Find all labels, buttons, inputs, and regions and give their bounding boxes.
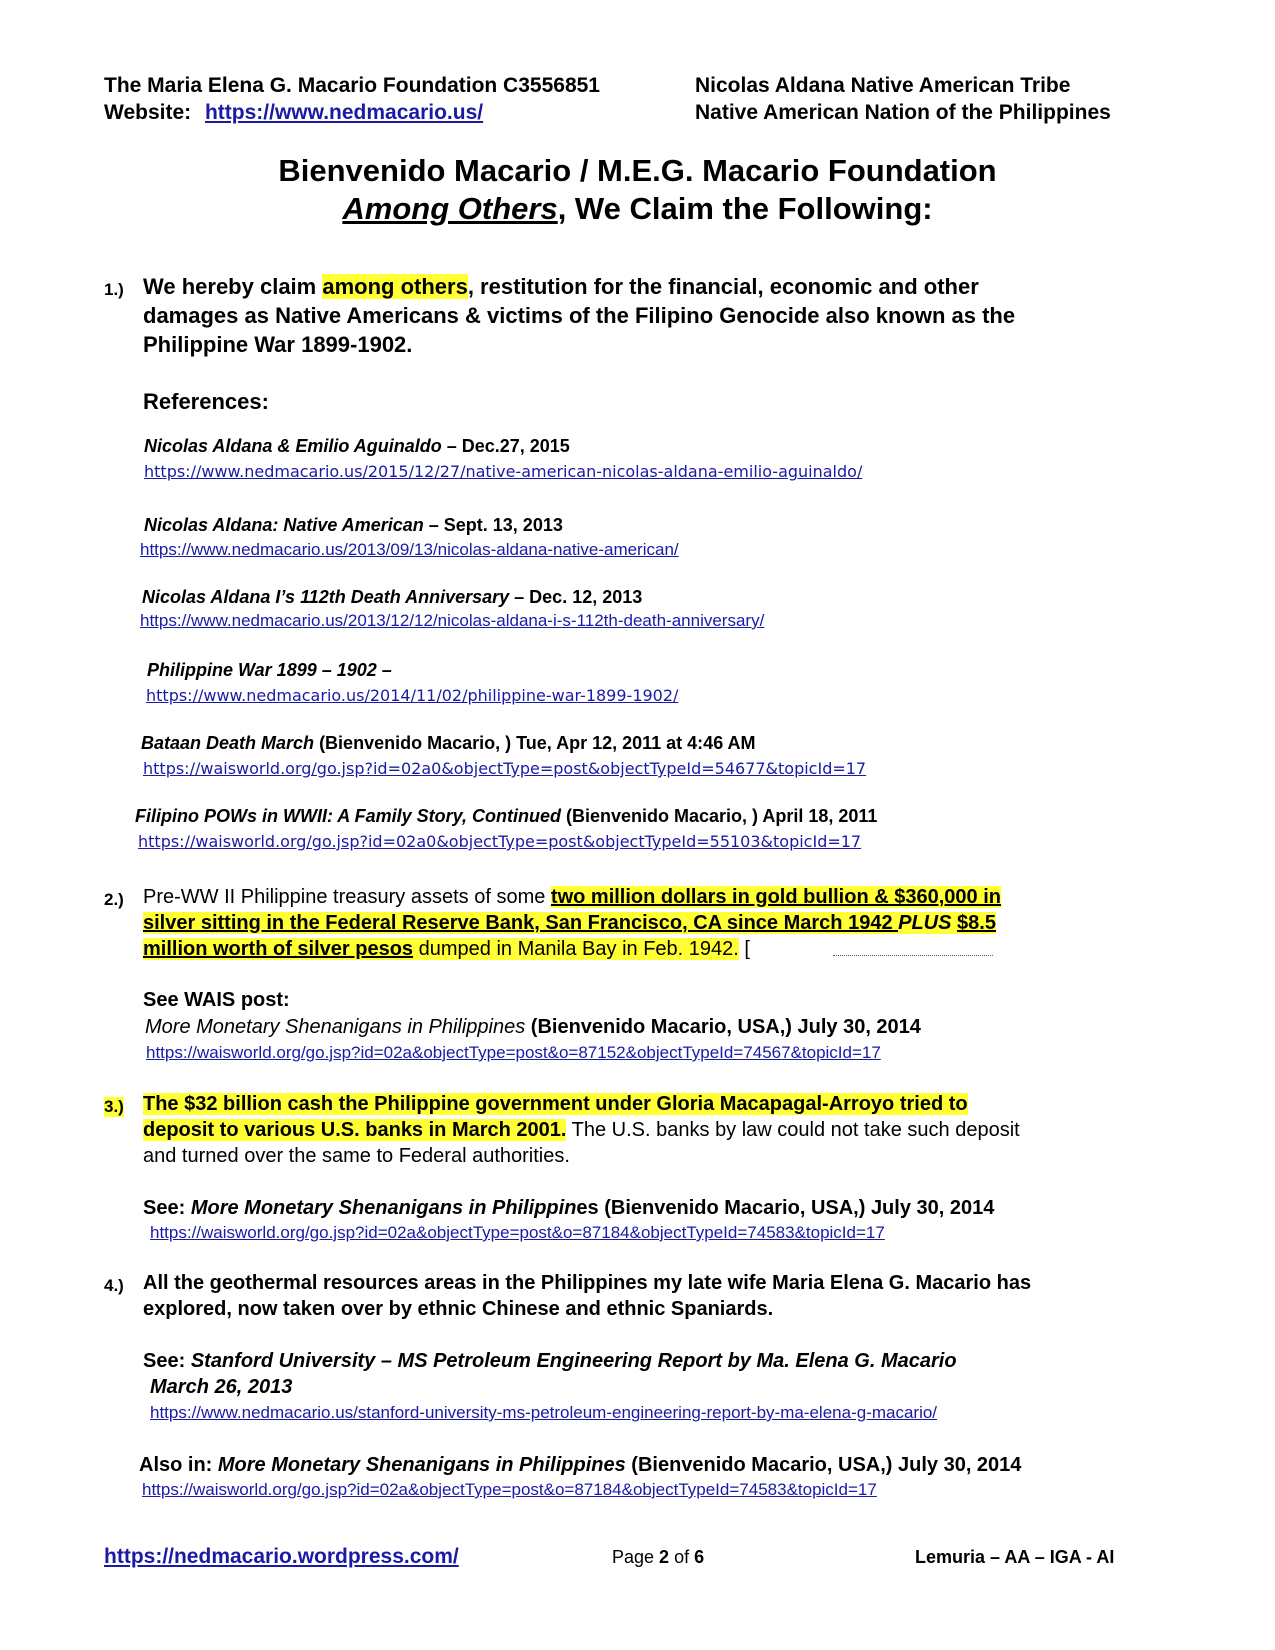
item-1-line3: Philippine War 1899-1902. <box>143 332 413 357</box>
header-tribe-name: Nicolas Aldana Native American Tribe <box>695 74 1071 97</box>
ref-2-title: Nicolas Aldana: Native American – Sept. 13, 2013 <box>144 515 563 535</box>
item-2-footnote-mark <box>833 955 993 956</box>
item-2-line2: silver sitting in the Federal Reserve Bank, San Francisco, CA since March 1942 PLUS $8.5 <box>143 912 996 934</box>
footer-page-number: Page 2 of 6 <box>612 1547 705 1567</box>
title-rest: , We Claim the Following: <box>557 191 933 226</box>
item-2-ref-link[interactable]: https://waisworld.org/go.jsp?id=02a&objectType=post&o=87152&objectTypeId=74567&topicId=17 <box>146 1043 881 1062</box>
title-emphasis: Among Others <box>342 191 558 226</box>
ref-3-link[interactable]: https://www.nedmacario.us/2013/12/12/nicolas-aldana-i-s-112th-death-anniversary/ <box>140 611 765 630</box>
item-1-number: 1.) <box>104 280 124 299</box>
page-title-line1: Bienvenido Macario / M.E.G. Macario Foundation <box>278 153 997 188</box>
footer-right-label: Lemuria – AA – IGA - AI <box>915 1547 1115 1567</box>
item-2-line1: Pre-WW II Philippine treasury assets of some two million dollars in gold bullion & $360,000 in <box>143 886 1001 908</box>
ref-5-title: Bataan Death March (Bienvenido Macario, ) Tue, Apr 12, 2011 at 4:46 AM <box>141 733 756 753</box>
item-2-number: 2.) <box>104 890 124 909</box>
item-1-line1: We hereby claim among others, restitution for the financial, economic and other <box>143 274 979 299</box>
item-2-highlight-pesos: million worth of silver pesos <box>143 938 414 960</box>
item-4-see: See: Stanford University – MS Petroleum Engineering Report by Ma. Elena G. Macario <box>143 1350 957 1372</box>
item-2-highlight-silver: silver sitting in the Federal Reserve Bank, San Francisco, CA since March 1942 <box>143 912 899 934</box>
item-4-line1: All the geothermal resources areas in the Philippines my late wife Maria Elena G. Macario has <box>143 1272 1032 1294</box>
header-nation-name: Native American Nation of the Philippines <box>695 101 1111 124</box>
item-3-number: 3.) <box>104 1097 124 1116</box>
page-title-line2 <box>0 191 1275 227</box>
item-4-see-link[interactable]: https://www.nedmacario.us/stanford-university-ms-petroleum-engineering-report-by-ma-elena-g-macario/ <box>150 1403 938 1422</box>
ref-3-title: Nicolas Aldana I’s 112th Death Anniversary – Dec. 12, 2013 <box>142 587 643 607</box>
item-4-also: Also in: More Monetary Shenanigans in Philippines (Bienvenido Macario, USA,) July 30, 2014 <box>139 1454 1022 1476</box>
footer-blog-link[interactable]: https://nedmacario.wordpress.com/ <box>104 1545 459 1568</box>
item-1-highlight: among others <box>322 274 468 299</box>
item-2-see-label: See WAIS post: <box>143 989 290 1011</box>
ref-4-link[interactable]: https://www.nedmacario.us/2014/11/02/philippine-war-1899-1902/ <box>146 686 679 705</box>
item-2-highlight-gold: two million dollars in gold bullion & $360,000 in <box>550 886 1001 908</box>
item-3-ref-link[interactable]: https://waisworld.org/go.jsp?id=02a&objectType=post&o=87184&objectTypeId=74583&topicId=17 <box>150 1223 885 1242</box>
ref-2-link[interactable]: https://www.nedmacario.us/2013/09/13/nicolas-aldana-native-american/ <box>140 540 679 559</box>
ref-1-title: Nicolas Aldana & Emilio Aguinaldo – Dec.27, 2015 <box>144 436 570 456</box>
header-website-link[interactable]: https://www.nedmacario.us/ <box>204 101 484 124</box>
header-website-line <box>104 101 483 125</box>
item-3-line1: The $32 billion cash the Philippine government under Gloria Macapagal-Arroyo tried to <box>143 1093 968 1115</box>
item-1-line2: damages as Native Americans & victims of the Filipino Genocide also known as the <box>143 303 1016 328</box>
item-4-number: 4.) <box>104 1276 124 1295</box>
item-3-see: See: More Monetary Shenanigans in Philippines (Bienvenido Macario, USA,) July 30, 2014 <box>143 1197 995 1219</box>
item-4-see-date: March 26, 2013 <box>150 1376 293 1398</box>
ref-1-link[interactable]: https://www.nedmacario.us/2015/12/27/native-american-nicolas-aldana-emilio-aguinaldo/ <box>144 462 863 481</box>
ref-6-title: Filipino POWs in WWII: A Family Story, Continued (Bienvenido Macario, ) April 18, 2011 <box>135 806 878 826</box>
item-4-line2: explored, now taken over by ethnic Chinese and ethnic Spaniards. <box>143 1298 774 1320</box>
item-3-line2: deposit to various U.S. banks in March 2001. The U.S. banks by law could not take such deposit <box>143 1119 1020 1141</box>
references-label: References: <box>143 389 269 414</box>
header-foundation-name: The Maria Elena G. Macario Foundation C3556851 <box>104 74 600 97</box>
ref-5-link[interactable]: https://waisworld.org/go.jsp?id=02a0&objectType=post&objectTypeId=54677&topicId=17 <box>143 759 867 778</box>
item-2-line3: million worth of silver pesos dumped in Manila Bay in Feb. 1942. [ <box>143 938 750 960</box>
ref-4-title: Philippine War 1899 – 1902 – <box>147 660 392 680</box>
ref-6-link[interactable]: https://waisworld.org/go.jsp?id=02a0&objectType=post&objectTypeId=55103&topicId=17 <box>138 832 862 851</box>
item-3-line3: and turned over the same to Federal authorities. <box>143 1145 570 1167</box>
item-2-ref-title: More Monetary Shenanigans in Philippines (Bienvenido Macario, USA,) July 30, 2014 <box>145 1016 921 1038</box>
header-website-label: Website: <box>104 101 192 124</box>
item-4-also-link[interactable]: https://waisworld.org/go.jsp?id=02a&objectType=post&o=87184&objectTypeId=74583&topicId=17 <box>142 1480 877 1499</box>
